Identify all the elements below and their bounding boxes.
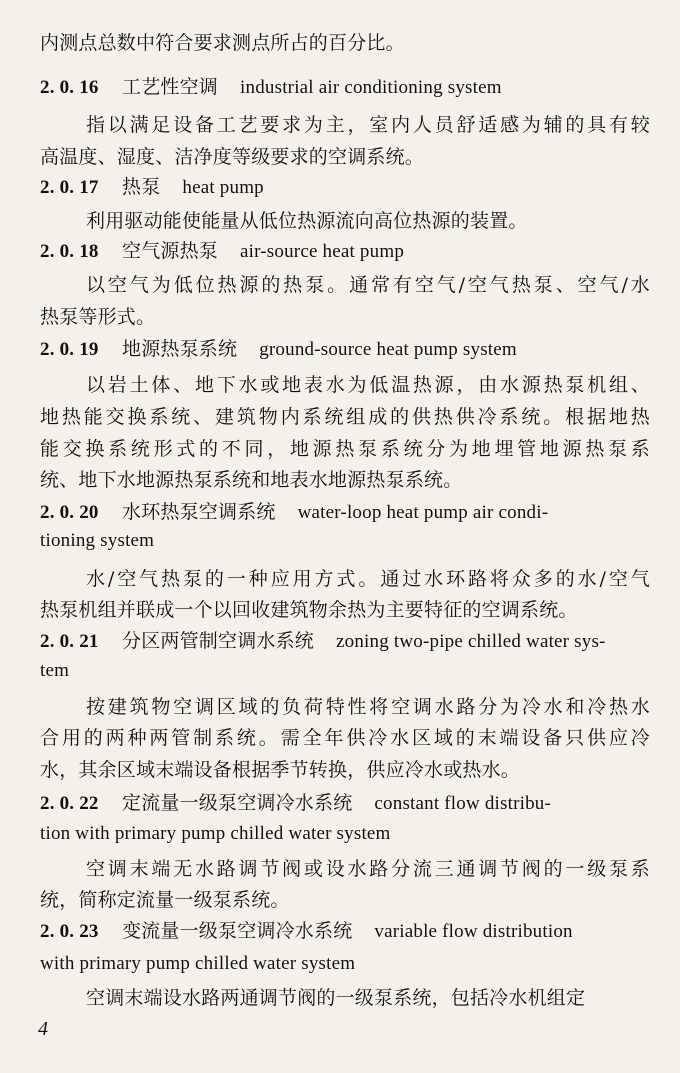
text-line: tion with primary pump chilled water system bbox=[40, 823, 391, 844]
term-heading bbox=[40, 174, 650, 202]
text-line: tioning system bbox=[40, 530, 155, 551]
text-line: 以岩土体、地下水或地表水为低温热源，由水源热泵机组、 bbox=[86, 374, 650, 396]
term-number: 2. 0. 19 bbox=[40, 339, 99, 360]
term-number: 2. 0. 18 bbox=[40, 241, 99, 262]
text-line: 指以满足设备工艺要求为主，室内人员舒适感为辅的具有较 bbox=[86, 114, 650, 136]
text-line: 热泵等形式。 bbox=[40, 306, 156, 328]
term-chinese: 空气源热泵 bbox=[122, 240, 219, 262]
term-english: heat pump bbox=[182, 177, 264, 198]
term-english: water-loop heat pump air condi- bbox=[297, 502, 549, 523]
term-english: zoning two-pipe chilled water sys- bbox=[336, 631, 606, 652]
term-heading bbox=[40, 74, 650, 102]
term-heading bbox=[40, 238, 650, 266]
term-chinese: 热泵 bbox=[122, 176, 161, 198]
term-english: industrial air conditioning system bbox=[240, 77, 502, 98]
text-line: 合用的两种两管制系统。需全年供冷水区域的末端设备只供应冷 bbox=[40, 727, 650, 749]
text-line: 内测点总数中符合要求测点所占的百分比。 bbox=[40, 32, 405, 54]
text-line: 利用驱动能使能量从低位热源流向高位热源的装置。 bbox=[86, 210, 528, 232]
term-english: variable flow distribution bbox=[374, 921, 573, 942]
term-english: constant flow distribu- bbox=[374, 793, 552, 814]
term-chinese: 工艺性空调 bbox=[122, 76, 219, 98]
term-chinese: 地源热泵系统 bbox=[122, 338, 238, 360]
text-line: 空调末端无水路调节阀或设水路分流三通调节阀的一级泵系 bbox=[86, 858, 650, 880]
term-number: 2. 0. 22 bbox=[40, 793, 99, 814]
text-line: 高温度、湿度、洁净度等级要求的空调系统。 bbox=[40, 146, 425, 168]
term-chinese: 定流量一级泵空调冷水系统 bbox=[122, 792, 353, 814]
term-chinese: 变流量一级泵空调冷水系统 bbox=[122, 920, 353, 942]
term-heading bbox=[40, 336, 650, 364]
text-line: 水/空气热泵的一种应用方式。通过水环路将众多的水/空气 bbox=[86, 568, 650, 590]
term-heading bbox=[40, 790, 650, 818]
text-line: 统、地下水地源热泵系统和地表水地源热泵系统。 bbox=[40, 469, 463, 491]
term-chinese: 分区两管制空调水系统 bbox=[122, 630, 315, 652]
text-line: 热泵机组并联成一个以回收建筑物余热为主要特征的空调系统。 bbox=[40, 599, 578, 621]
term-number: 2. 0. 21 bbox=[40, 631, 99, 652]
text-line: 以空气为低位热源的热泵。通常有空气/空气热泵、空气/水 bbox=[86, 274, 650, 296]
term-heading bbox=[40, 499, 650, 527]
text-line: 统，简称定流量一级泵系统。 bbox=[40, 889, 290, 911]
text-line: 能交换系统形式的不同，地源热泵系统分为地埋管地源热泵系 bbox=[40, 438, 650, 460]
term-heading bbox=[40, 918, 650, 946]
text-line: 地热能交换系统、建筑物内系统组成的供热供冷系统。根据地热 bbox=[40, 406, 650, 428]
term-chinese: 水环热泵空调系统 bbox=[122, 501, 276, 523]
term-number: 2. 0. 16 bbox=[40, 77, 99, 98]
text-line: 按建筑物空调区域的负荷特性将空调水路分为冷水和冷热水 bbox=[86, 696, 650, 718]
term-number: 2. 0. 17 bbox=[40, 177, 99, 198]
term-number: 2. 0. 20 bbox=[40, 502, 99, 523]
text-line: with primary pump chilled water system bbox=[40, 953, 356, 974]
term-heading bbox=[40, 628, 650, 656]
term-english: air-source heat pump bbox=[240, 241, 405, 262]
term-english: ground-source heat pump system bbox=[259, 339, 517, 360]
term-number: 2. 0. 23 bbox=[40, 921, 99, 942]
page-number: 4 bbox=[38, 1018, 48, 1040]
text-line: 空调末端设水路两通调节阀的一级泵系统，包括冷水机组定 bbox=[86, 987, 586, 1009]
text-line: tem bbox=[40, 660, 70, 681]
text-line: 水，其余区域末端设备根据季节转换，供应冷水或热水。 bbox=[40, 759, 521, 781]
